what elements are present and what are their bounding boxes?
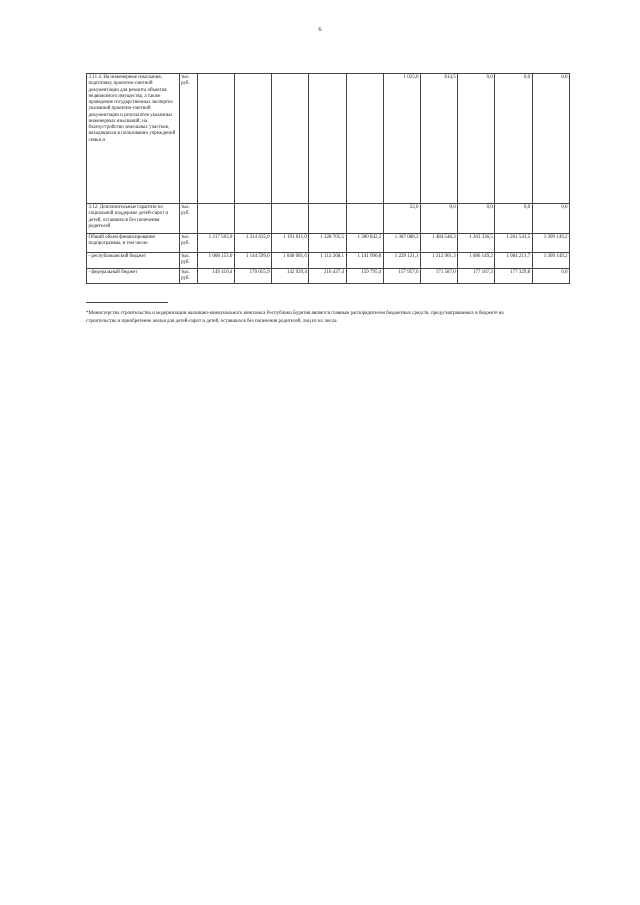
value-cell: 1 387 088,3	[383, 234, 420, 253]
value-cell: 1 314 655,0	[234, 234, 271, 253]
table-row	[87, 74, 570, 204]
value-cell	[234, 204, 271, 234]
value-cell: 0,0	[495, 74, 532, 204]
value-cell: 1 263 336,5	[458, 234, 495, 253]
table-row	[87, 268, 570, 284]
value-cell: 171 587,0	[420, 268, 457, 284]
value-cell: 1 217 563,0	[197, 234, 234, 253]
row-label: - республиканский бюджет	[87, 253, 180, 269]
value-cell	[272, 74, 309, 204]
row-label: 3.11.4. На инженерные изыскания, подготовку проектно-сметной документации для ремонта объектов недвижимого имущества, а также проведение государственных экспертиз указанной проектно-сметной документации и результатов указанных инженерных изысканий; на благоустройство земельных участков, находящихся в пользовании учреждений семьи и	[87, 74, 180, 204]
value-cell: 157 957,0	[383, 268, 420, 284]
row-unit: тыс. руб.	[179, 253, 197, 269]
value-cell: 22,0	[383, 204, 420, 234]
budget-table	[86, 73, 570, 284]
row-unit: тыс. руб.	[179, 204, 197, 234]
value-cell: 1 312 961,3	[420, 253, 457, 269]
value-cell	[197, 74, 234, 204]
value-cell: 0,0	[458, 204, 495, 234]
value-cell	[346, 74, 383, 204]
value-cell: 142 929,4	[272, 268, 309, 284]
row-unit: тыс. руб.	[179, 268, 197, 284]
value-cell: 0,0	[532, 74, 569, 204]
value-cell: 1 084 213,7	[495, 253, 532, 269]
value-cell: 1 484 548,3	[420, 234, 457, 253]
value-cell: 1 025,0	[383, 74, 420, 204]
value-cell	[309, 74, 346, 204]
row-label: Общий объем финансирования подпрограммы, в том числе:	[87, 234, 180, 253]
value-cell: 0,0	[420, 204, 457, 234]
value-cell: 1 300 842,2	[346, 234, 383, 253]
value-cell: 814,5	[420, 74, 457, 204]
value-cell	[197, 204, 234, 234]
value-cell: 1 328 705,5	[309, 234, 346, 253]
table-row	[87, 253, 570, 269]
value-cell: 1 191 011,0	[272, 234, 309, 253]
table-row	[87, 204, 570, 234]
value-cell: 0,0	[532, 204, 569, 234]
page-number: 6	[318, 27, 322, 33]
value-cell: 1 229 131,1	[383, 253, 420, 269]
value-cell: 1 144 599,0	[234, 253, 271, 269]
value-cell: 177 187,3	[458, 268, 495, 284]
value-cell: 1 048 081,6	[272, 253, 309, 269]
value-cell: 1 086 149,2	[458, 253, 495, 269]
table-row	[87, 234, 570, 253]
value-cell: 149 410,4	[197, 268, 234, 284]
value-cell: 170 055,9	[234, 268, 271, 284]
value-cell	[346, 204, 383, 234]
value-cell: 0,0	[532, 268, 569, 284]
value-cell: 1 309 149,2	[532, 234, 569, 253]
row-unit: тыс. руб.	[179, 74, 197, 204]
value-cell: 0,0	[458, 74, 495, 204]
value-cell: 0,0	[495, 204, 532, 234]
value-cell: 1 309 149,2	[532, 253, 569, 269]
value-cell	[309, 204, 346, 234]
value-cell: 1 112 268,1	[309, 253, 346, 269]
value-cell	[272, 204, 309, 234]
value-cell: 177 329,8	[495, 268, 532, 284]
row-unit: тыс. руб.	[179, 234, 197, 253]
value-cell: 1 261 543,5	[495, 234, 532, 253]
value-cell: 159 795,4	[346, 268, 383, 284]
row-label: 3.12. Дополнительные гарантии по социальной поддержке детей-сирот и детей, оставшихся без попечения родителей	[87, 204, 180, 234]
footnote: *Министерство строительства и модернизации жилищно-коммунального комплекса Республики Бурятия является главным распорядителем бюджетных средств, предусматриваемых в бюджете на строительство и приобретение жилья для детей-сирот и детей, оставшихся без попечения родителей, лиц из их числа.	[86, 311, 504, 324]
footnote-separator	[86, 302, 168, 303]
value-cell: 1 141 096,8	[346, 253, 383, 269]
value-cell: 216 437,4	[309, 268, 346, 284]
row-label: - федеральный бюджет	[87, 268, 180, 284]
value-cell	[234, 74, 271, 204]
value-cell: 1 068 153,0	[197, 253, 234, 269]
